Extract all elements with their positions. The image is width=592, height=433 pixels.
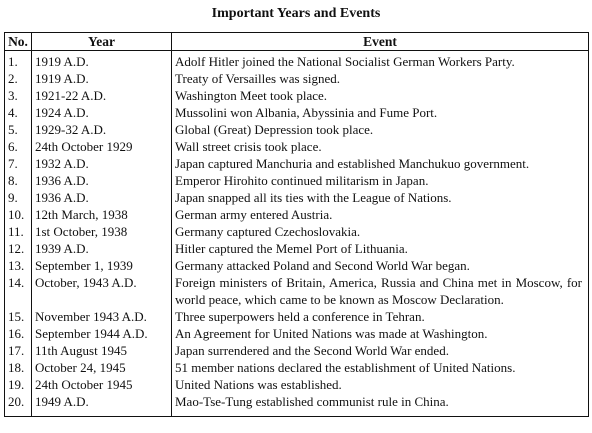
row-year: 1949 A.D. [32, 393, 172, 417]
row-number: 18. [5, 359, 32, 376]
row-event: Hitler captured the Memel Port of Lithuania. [172, 240, 589, 257]
column-header-event: Event [172, 33, 589, 51]
row-event: Global (Great) Depression took place. [172, 121, 589, 138]
table-row [5, 342, 589, 359]
row-year: 1921-22 A.D. [32, 87, 172, 104]
row-event: Mussolini won Albania, Abyssinia and Fume Port. [172, 104, 589, 121]
row-number: 12. [5, 240, 32, 257]
row-event: Three superpowers held a conference in Tehran. [172, 308, 589, 325]
row-number: 6. [5, 138, 32, 155]
table-row [5, 138, 589, 155]
table-row [5, 104, 589, 121]
row-event: German army entered Austria. [172, 206, 589, 223]
table-row [5, 325, 589, 342]
row-number: 19. [5, 376, 32, 393]
row-year: 1939 A.D. [32, 240, 172, 257]
table-row [5, 51, 589, 71]
row-number: 3. [5, 87, 32, 104]
row-year: September 1944 A.D. [32, 325, 172, 342]
row-year: 1936 A.D. [32, 189, 172, 206]
row-event: Germany attacked Poland and Second World War began. [172, 257, 589, 274]
row-year: 1st October, 1938 [32, 223, 172, 240]
row-number: 7. [5, 155, 32, 172]
row-number: 14. [5, 274, 32, 308]
row-event: 51 member nations declared the establishment of United Nations. [172, 359, 589, 376]
row-year: 1936 A.D. [32, 172, 172, 189]
row-number: 10. [5, 206, 32, 223]
row-event: Emperor Hirohito continued militarism in Japan. [172, 172, 589, 189]
row-number: 17. [5, 342, 32, 359]
row-year: 1932 A.D. [32, 155, 172, 172]
table-row [5, 359, 589, 376]
row-year: 1919 A.D. [32, 51, 172, 71]
row-event: Adolf Hitler joined the National Socialist German Workers Party. [172, 51, 589, 71]
table-row [5, 240, 589, 257]
table-row [5, 376, 589, 393]
row-event: Japan snapped all its ties with the League of Nations. [172, 189, 589, 206]
row-event: United Nations was established. [172, 376, 589, 393]
row-number: 1. [5, 51, 32, 71]
row-number: 13. [5, 257, 32, 274]
row-event: Washington Meet took place. [172, 87, 589, 104]
table-row [5, 87, 589, 104]
row-event: An Agreement for United Nations was made at Washington. [172, 325, 589, 342]
table-row [5, 155, 589, 172]
row-number: 2. [5, 70, 32, 87]
row-number: 11. [5, 223, 32, 240]
row-number: 15. [5, 308, 32, 325]
row-year: 1929-32 A.D. [32, 121, 172, 138]
row-year: October, 1943 A.D. [32, 274, 172, 308]
table-row [5, 206, 589, 223]
row-year: 1919 A.D. [32, 70, 172, 87]
row-event: Treaty of Versailles was signed. [172, 70, 589, 87]
row-number: 5. [5, 121, 32, 138]
row-number: 9. [5, 189, 32, 206]
row-number: 8. [5, 172, 32, 189]
page-title: Important Years and Events [211, 6, 381, 21]
table-row [5, 189, 589, 206]
row-number: 4. [5, 104, 32, 121]
table-row [5, 274, 589, 308]
table-row [5, 393, 589, 417]
row-number: 16. [5, 325, 32, 342]
column-header-year: Year [32, 33, 172, 51]
row-event: Foreign ministers of Britain, America, Russia and China met in Moscow, for world peace, which came to be known as Moscow Declaration. [172, 274, 589, 308]
table-body [5, 51, 589, 417]
table-row [5, 70, 589, 87]
table-row [5, 223, 589, 240]
row-year: September 1, 1939 [32, 257, 172, 274]
row-year: 1924 A.D. [32, 104, 172, 121]
row-number: 20. [5, 393, 32, 417]
row-year: 24th October 1929 [32, 138, 172, 155]
row-event: Japan surrendered and the Second World War ended. [172, 342, 589, 359]
events-table [4, 32, 589, 417]
row-event: Germany captured Czechoslovakia. [172, 223, 589, 240]
table-row [5, 172, 589, 189]
row-year: 12th March, 1938 [32, 206, 172, 223]
table-header [5, 33, 589, 51]
row-year: 11th August 1945 [32, 342, 172, 359]
row-event: Wall street crisis took place. [172, 138, 589, 155]
row-year: October 24, 1945 [32, 359, 172, 376]
row-year: 24th October 1945 [32, 376, 172, 393]
table-row [5, 121, 589, 138]
row-year: November 1943 A.D. [32, 308, 172, 325]
row-event: Mao-Tse-Tung established communist rule in China. [172, 393, 589, 417]
table-row [5, 257, 589, 274]
table-row [5, 308, 589, 325]
column-header-no: No. [5, 33, 32, 51]
row-event: Japan captured Manchuria and established Manchukuo government. [172, 155, 589, 172]
